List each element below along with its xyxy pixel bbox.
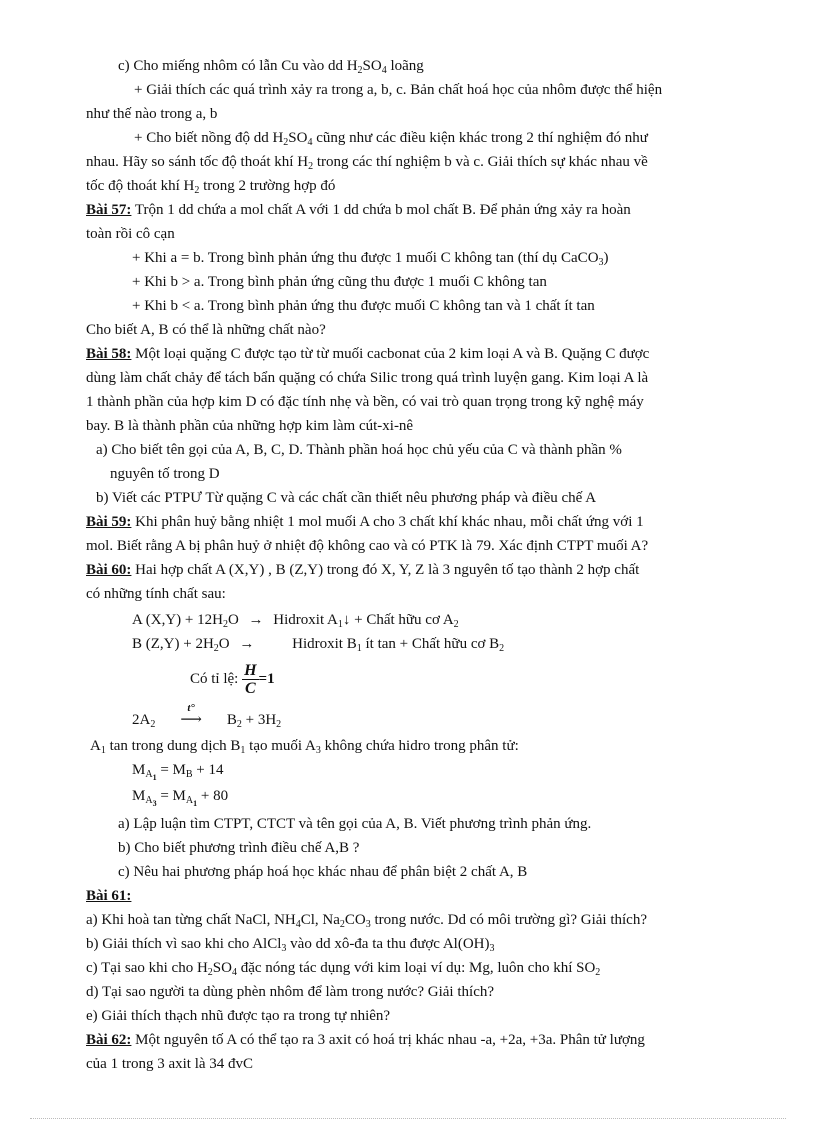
- problem-58-question-a: a) Cho biết tên gọi của A, B, C, D. Thành phần hoá học chủ yếu của C và thành phần %: [96, 442, 622, 458]
- problem-60-line3: $A_1$ tan trong dung dịch $B_1$ tạo muối $A_3$ không chứa hidro trong phân tử:: [90, 738, 519, 756]
- problem-60-ratio: Có tỉ lệ: $\frac{H}{C}$ =1: [190, 662, 275, 698]
- problem-57-line2: toàn rồi cô cạn: [86, 226, 175, 242]
- intro-p3: nhau. Hãy so sánh tốc độ thoát khí $H_2$ trong các thí nghiệm b và c. Giải thích sự khác nhau về: [86, 154, 648, 172]
- problem-61-e: e) Giải thích thạch nhũ được tạo ra trong tự nhiên?: [86, 1008, 391, 1024]
- ratio-fraction: $\frac{H}{C}$: [244, 662, 257, 698]
- problem-60-line1: Bài 60: Hai hợp chất A (X,Y) , B (Z,Y) trong đó X, Y, Z là 3 nguyên tố tạo thành 2 hợp chất: [86, 562, 640, 578]
- problem-62-line1: Bài 62: Một nguyên tố A có thể tạo ra 3 axit có hoá trị khác nhau -a, +2a, +3a. Phân tử lượng: [86, 1032, 645, 1048]
- intro-c: c) Cho miếng nhôm có lẫn Cu vào dd $H_2SO_4$ loãng: [118, 58, 424, 76]
- problem-62-title: Bài 62:: [86, 1032, 132, 1048]
- problem-59-line1: Bài 59: Khi phân huỷ bằng nhiệt 1 mol muối A cho 3 chất khí khác nhau, mỗi chất ứng với 1: [86, 514, 644, 530]
- problem-61-b: b) Giải thích vì sao khi cho AlCl$_3$ vào dd xô-đa ta thu được $Al(OH)_3$: [86, 936, 495, 954]
- problem-57-title: Bài 57:: [86, 202, 132, 218]
- problem-60-mass-2: $M_{A_3} = M_{A_1} + 80$: [132, 788, 229, 808]
- heat-arrow-icon: t° ⟶: [180, 702, 202, 728]
- problem-60-line2: có những tính chất sau:: [86, 586, 226, 602]
- problem-59-line2: mol. Biết rằng A bị phân huỷ ở nhiệt độ không cao và có PTK là 79. Xác định CTPT muối A?: [86, 538, 649, 554]
- problem-58-question-b: b) Viết các PTPƯ Từ quặng C và các chất cần thiết nêu phương pháp và điều chế A: [96, 490, 597, 506]
- problem-59-title: Bài 59:: [86, 514, 132, 530]
- problem-58-question-a2: nguyên tố trong D: [110, 466, 220, 482]
- problem-57-case1: + Khi a = b. Trong bình phản ứng thu được 1 muối C không tan (thí dụ CaCO$_3$): [132, 250, 609, 268]
- problem-60-mass-1: $M_{A_1} = M_B + 14$: [132, 762, 224, 782]
- intro-p1b: như thế nào trong a, b: [86, 106, 218, 122]
- problem-60-equation-2: B $(Z,Y) + 2H_2O$ → Hidroxit $B_1$ ít tan + Chất hữu cơ $B_2$: [132, 636, 505, 654]
- right-arrow-icon: →: [248, 612, 264, 628]
- problem-57-question: Cho biết A, B có thể là những chất nào?: [86, 322, 326, 338]
- problem-58-line4: bay. B là thành phần của những hợp kim làm cút-xi-nê: [86, 418, 414, 434]
- problem-58-title: Bài 58:: [86, 346, 132, 362]
- right-arrow-icon: →: [239, 636, 255, 652]
- problem-60-equation-1: A $(X,Y) + 12H_2O$ → Hidroxit $A_1↓$ + Chất hữu cơ $A_2$: [132, 612, 459, 630]
- problem-61-c: c) Tại sao khi cho $H_2SO_4$ đặc nóng tác dụng với kim loại ví dụ: Mg, luôn cho khí $SO_2$: [86, 960, 601, 978]
- down-arrow-icon: ↓: [342, 612, 351, 628]
- problem-60-question-b: b) Cho biết phương trình điều chế A,B ?: [118, 840, 360, 856]
- problem-61-title-line: [86, 886, 131, 906]
- problem-60-equation-3: $2A_2$ t° ⟶ $B_2 + 3H_2$: [132, 702, 282, 730]
- problem-60-title: Bài 60:: [86, 562, 132, 578]
- problem-57-case2: + Khi b > a. Trong bình phản ứng cũng thu được 1 muối C không tan: [132, 274, 547, 290]
- intro-p1: + Giải thích các quá trình xảy ra trong a, b, c. Bản chất hoá học của nhôm được thể hiện: [134, 82, 663, 98]
- problem-61-a: a) Khi hoà tan từng chất NaCl, $NH_4Cl$, $Na_2CO_3$ trong nước. Dd có môi trường gì? Giải thích?: [86, 912, 647, 930]
- problem-61-d: d) Tại sao người ta dùng phèn nhôm để làm trong nước? Giải thích?: [86, 984, 495, 1000]
- problem-62-line2: của 1 trong 3 axit là 34 đvC: [86, 1056, 254, 1072]
- problem-58-line2: dùng làm chất chảy để tách bẩn quặng có chứa Silic trong quá trình luyện gang. Kim loại A là: [86, 370, 649, 386]
- problem-57-line1: Bài 57: Trộn 1 dd chứa a mol chất A với 1 dd chứa b mol chất B. Để phản ứng xảy ra hoàn: [86, 202, 631, 218]
- problem-58-line3: 1 thành phần của hợp kim D có đặc tính nhẹ và bền, có vai trò quan trọng trong kỹ nghệ máy: [86, 394, 644, 410]
- intro-p4: tốc độ thoát khí $H_2$ trong 2 trường hợp đó: [86, 178, 336, 196]
- page-bottom-border: [30, 1118, 786, 1119]
- problem-61-title: Bài 61:: [86, 888, 132, 904]
- problem-60-question-c: c) Nêu hai phương pháp hoá học khác nhau để phân biệt 2 chất A, B: [118, 864, 528, 880]
- problem-60-question-a: a) Lập luận tìm CTPT, CTCT và tên gọi của A, B. Viết phương trình phản ứng.: [118, 816, 592, 832]
- problem-57-case3: + Khi b < a. Trong bình phản ứng thu được muối C không tan và 1 chất ít tan: [132, 298, 595, 314]
- problem-58-line1: Bài 58: Một loại quặng C được tạo từ từ muối cacbonat của 2 kim loại A và B. Quặng C được: [86, 346, 650, 362]
- intro-p2: + Cho biết nồng độ dd $H_2SO_4$ cũng như các điều kiện khác trong 2 thí nghiệm đó như: [134, 130, 648, 148]
